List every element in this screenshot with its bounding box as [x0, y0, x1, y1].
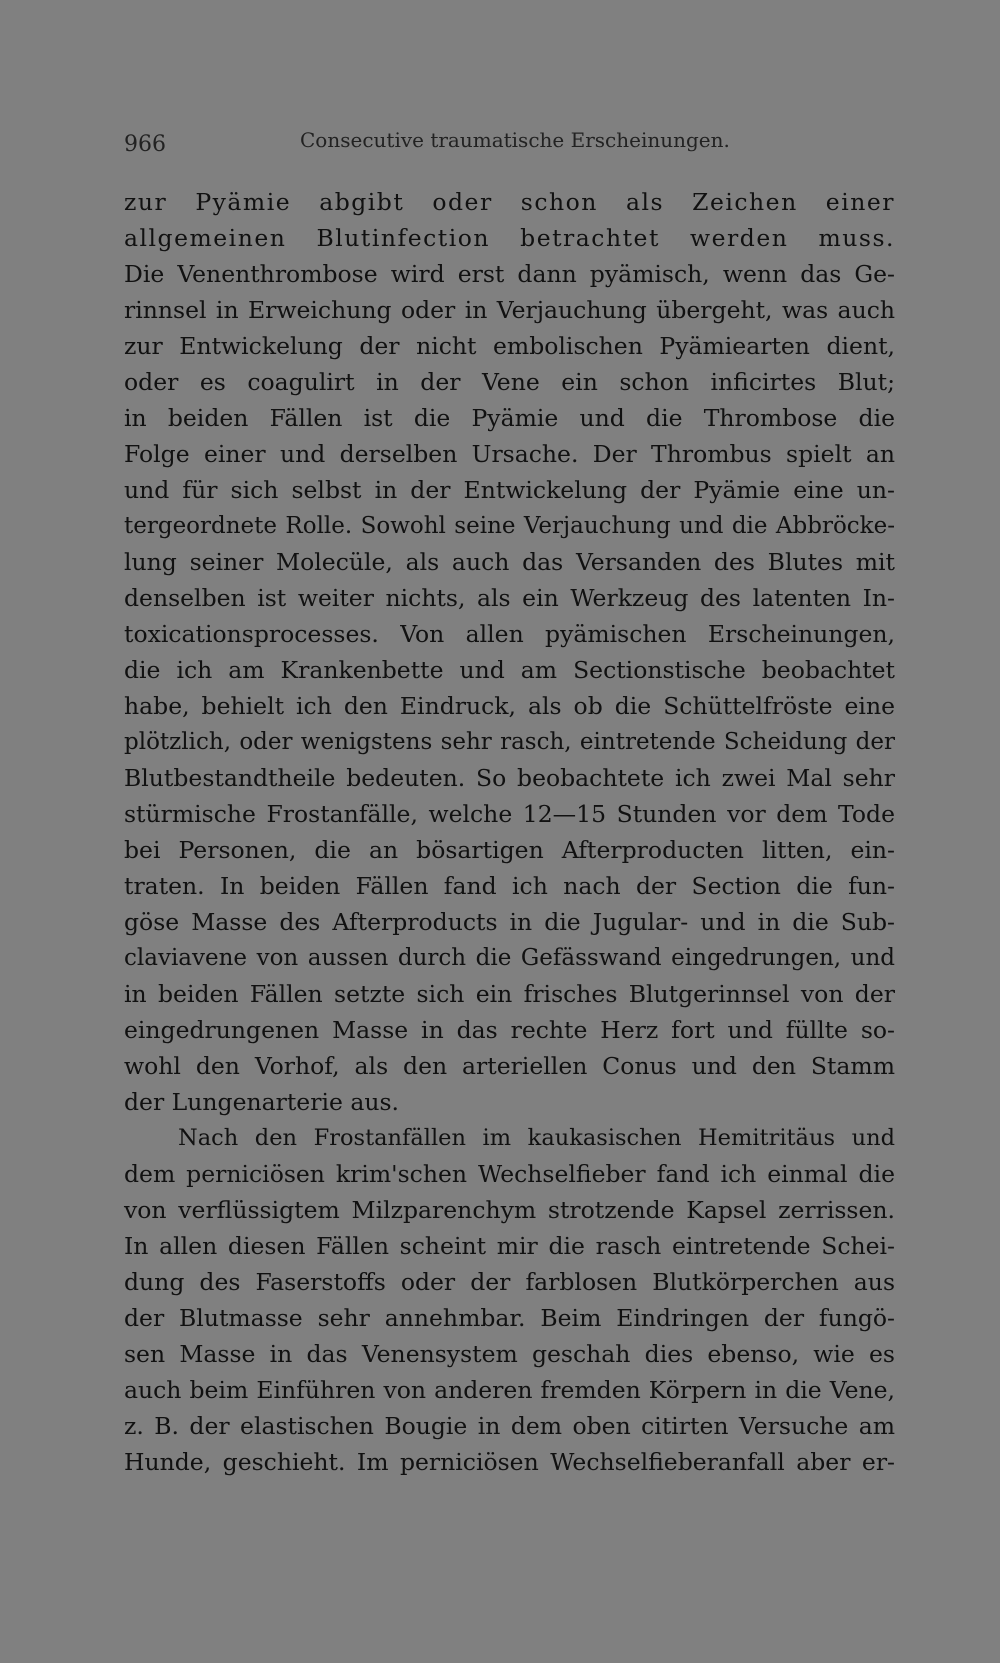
text-line: die ich am Krankenbette und am Sectionstische beobachtet: [124, 656, 895, 684]
text-line: dung des Faserstoffs oder der farblosen Blutkörperchen aus: [124, 1268, 895, 1296]
text-line: In allen diesen Fällen scheint mir die rasch eintretende Schei-: [124, 1232, 895, 1260]
text-line: denselben ist weiter nichts, als ein Werkzeug des latenten In-: [124, 584, 895, 612]
text-line: dem perniciösen krim'schen Wechselfieber fand ich einmal die: [124, 1160, 895, 1188]
text-line: allgemeinen Blutinfection betrachtet werden muss.: [124, 224, 895, 252]
text-line: sen Masse in das Venensystem geschah dies ebenso, wie es: [124, 1340, 895, 1368]
text-line: lung seiner Molecüle, als auch das Versanden des Blutes mit: [124, 548, 895, 576]
text-line: Folge einer und derselben Ursache. Der Thrombus spielt an: [124, 440, 895, 468]
text-line: Blutbestandtheile bedeuten. So beobachtete ich zwei Mal sehr: [124, 764, 895, 792]
text-line: toxicationsprocesses. Von allen pyämischen Erscheinungen,: [124, 620, 895, 648]
text-line: habe, behielt ich den Eindruck, als ob die Schüttelfröste eine: [124, 692, 895, 720]
text-line: göse Masse des Afterproducts in die Jugular- und in die Sub-: [124, 908, 895, 936]
page-header: [124, 128, 895, 168]
page-number: 966: [124, 132, 166, 157]
text-line: der Blutmasse sehr annehmbar. Beim Eindringen der fungö-: [124, 1304, 895, 1332]
text-line: claviavene von aussen durch die Gefässwand eingedrungen, und: [124, 945, 895, 971]
text-line: traten. In beiden Fällen fand ich nach der Section die fun-: [124, 872, 895, 900]
text-line: Die Venenthrombose wird erst dann pyämisch, wenn das Ge-: [124, 260, 895, 288]
text-line: von verflüssigtem Milzparenchym strotzende Kapsel zerrissen.: [124, 1196, 895, 1224]
text-line: bei Personen, die an bösartigen Afterproducten litten, ein-: [124, 836, 895, 864]
paragraph-2: [124, 1120, 895, 1480]
book-page: [124, 128, 895, 1480]
text-line: Nach den Frostanfällen im kaukasischen Hemitritäus und: [178, 1125, 895, 1151]
text-line: Hunde, geschieht. Im perniciösen Wechselfieberanfall aber er-: [124, 1448, 895, 1476]
text-line: z. B. der elastischen Bougie in dem oben citirten Versuche am: [124, 1412, 895, 1440]
text-line: oder es coagulirt in der Vene ein schon inficirtes Blut;: [124, 368, 895, 396]
text-line: zur Pyämie abgibt oder schon als Zeichen einer: [124, 188, 895, 216]
text-line: eingedrungenen Masse in das rechte Herz fort und füllte so-: [124, 1016, 895, 1044]
body-text: [124, 184, 895, 1480]
text-line: in beiden Fällen ist die Pyämie und die Thrombose die: [124, 404, 895, 432]
paragraph-1: [124, 184, 895, 1120]
text-line: und für sich selbst in der Entwickelung der Pyämie eine un-: [124, 476, 895, 504]
text-line: plötzlich, oder wenigstens sehr rasch, eintretende Scheidung der: [124, 729, 895, 755]
text-line: wohl den Vorhof, als den arteriellen Conus und den Stamm: [124, 1052, 895, 1080]
text-line: rinnsel in Erweichung oder in Verjauchung übergeht, was auch: [124, 296, 895, 324]
text-line: zur Entwickelung der nicht embolischen Pyämiearten dient,: [124, 332, 895, 360]
text-line: auch beim Einführen von anderen fremden Körpern in die Vene,: [124, 1376, 895, 1404]
text-line: tergeordnete Rolle. Sowohl seine Verjauchung und die Abbröcke-: [124, 513, 895, 539]
text-line: in beiden Fällen setzte sich ein frisches Blutgerinnsel von der: [124, 980, 895, 1008]
running-head: Consecutive traumatische Erscheinungen.: [300, 128, 730, 152]
text-line: der Lungenarterie aus.: [124, 1088, 400, 1116]
text-line: stürmische Frostanfälle, welche 12—15 Stunden vor dem Tode: [124, 800, 895, 828]
